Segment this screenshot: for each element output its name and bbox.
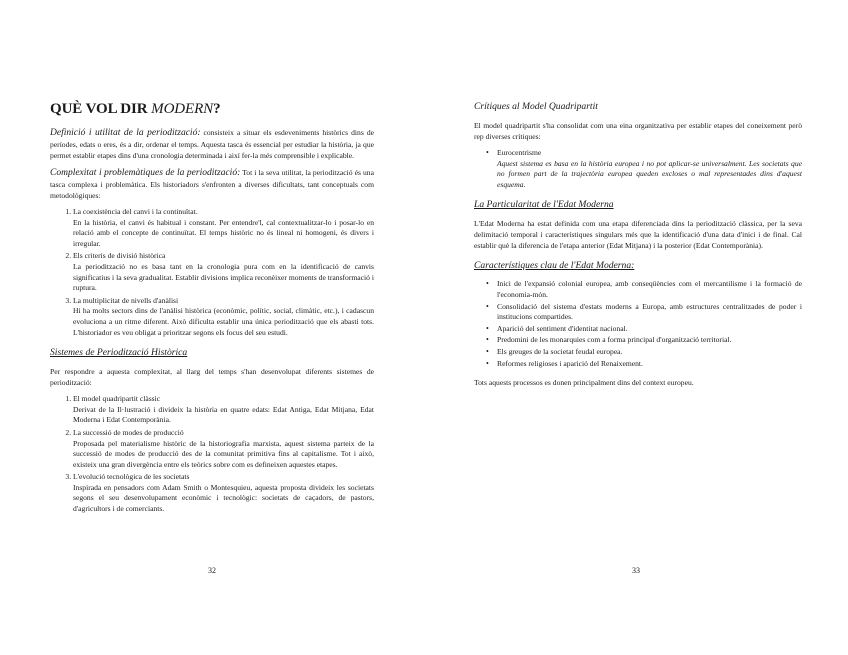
list-item: • Els greuges de la societat feudal europea. bbox=[497, 347, 802, 358]
complexity-paragraph: Complexitat i problemàtiques de la periodització: Tot i la seva utilitat, la periodització és una tasca complexa i problemàtica. Els historiadors s'enfronten a diverses dificultats, tant conceptuals com metodològiques: bbox=[50, 168, 374, 200]
list-item: 2. Els criteris de divisió històrica La periodització no es basa tant en la cronologia pura com en la identificació de canvis significatius i la seva gradualitat. Establir divisions implica reconèixer moments de transformació i ruptura. bbox=[73, 251, 374, 293]
list-item: 1. El model quadripartit clàssic Derivat de la Il·lustració i divideix la història en quatre edats: Edat Antiga, Edat Mitjana, Edat Moderna i Edat Contemporània. bbox=[73, 394, 374, 426]
complexity-heading: Complexitat i problemàtiques de la periodització: bbox=[50, 168, 241, 178]
critiques-list bbox=[474, 148, 802, 190]
page-title: QUÈ VOL DIR MODERN? bbox=[50, 101, 221, 117]
list-item: 3. L'evolució tecnològica de les societats Inspirada en pensadors com Adam Smith o Montesquieu, aquesta proposta divideix les societats segons el seu desenvolupament econòmic i tecnològic: societats de caçadors, de pastors, d'agricultors i de comerciants. bbox=[73, 472, 374, 514]
right-page bbox=[424, 0, 848, 655]
list-item: • Predomini de les monarquies com a forma principal d'organització territorial. bbox=[497, 335, 802, 346]
particularity-heading: La Particularitat de l'Edat Moderna bbox=[474, 199, 614, 211]
list-item: • Eurocentrisme Aquest sistema es basa en la història europea i no pot aplicar-se universalment. Les societats que no formen part de la trajectòria europea queden excloses o mal representades dins d'aquest esquema. bbox=[497, 148, 802, 190]
systems-list bbox=[50, 394, 374, 515]
particularity-paragraph: L'Edat Moderna ha estat definida com una etapa diferenciada dins la periodització clàssica, per la seva delimitació temporal i característiques singulars més que la identificació d'una data d'inici i de final. Cal establir què la diferencia de l'etapa anterior (Edat Mitjana) i la posterior (Edat Contemporània). bbox=[474, 219, 802, 251]
page-number: 33 bbox=[632, 566, 640, 575]
problems-list bbox=[50, 207, 374, 338]
list-item: 1. La coexistència del canvi i la continuïtat. En la història, el canvi és habitual i constant. Per entendre'l, cal contextualitzar-lo i posar-lo en relació amb el concepte de continuïtat. El temps històric no és lineal ni homogeni, és divers i irregular. bbox=[73, 207, 374, 249]
list-item: • Reformes religioses i aparició del Renaixement. bbox=[497, 359, 802, 370]
list-item: 3. La multiplicitat de nivells d'anàlisi Hi ha molts sectors dins de l'anàlisi històrica (econòmic, polític, social, climàtic, etc.), i cadascun evoluciona a un ritme diferent. Això dificulta establir una única periodització que els abasti tots. L'historiador es veu obligat a prioritzar segons els focus del seu estudi. bbox=[73, 296, 374, 338]
critiques-heading: Crítiques al Model Quadripartit bbox=[474, 101, 598, 112]
list-item: • Consolidació del sistema d'estats moderns a Europa, amb estructures centralitzades de poder i institucions compartides. bbox=[497, 302, 802, 323]
definition-paragraph: Definició i utilitat de la periodització: consisteix a situar els esdeveniments històrics dins de períodes, edats o eres, és a dir, ordenar el temps. Aquesta tasca és essencial per estudiar la història, ja que permet establir etapes dins d'una cronologia determinada i així fer-la més comprensible i explicable. bbox=[50, 128, 374, 160]
characteristics-heading: Característiques clau de l'Edat Moderna: bbox=[474, 260, 635, 272]
characteristics-list bbox=[474, 279, 802, 369]
page-number: 32 bbox=[208, 566, 216, 575]
list-item: 2. La successió de modes de producció Proposada pel materialisme històric de la historiografia marxista, aquest sistema parteix de la successió de modes de producció des de la comunitat primitiva fins al capitalisme. Tot i això, existeix una gran divergència entre els teòrics sobre com es defineixen aquestes etapes. bbox=[73, 428, 374, 470]
systems-paragraph: Per respondre a aquesta complexitat, al llarg del temps s'han desenvolupat diferents sistemes de periodització: bbox=[50, 367, 374, 388]
closing-paragraph: Tots aquests processos es donen principalment dins del context europeu. bbox=[474, 378, 694, 388]
definition-heading: Definició i utilitat de la periodització: bbox=[50, 128, 201, 138]
list-item: • Inici de l'expansió colonial europea, amb conseqüències com el mercantilisme i la formació de l'economia-món. bbox=[497, 279, 802, 300]
list-item: • Aparició del sentiment d'identitat nacional. bbox=[497, 324, 802, 335]
critiques-paragraph: El model quadripartit s'ha consolidat com una eina organitzativa per establir etapes del coneixement però rep diverses crítiques: bbox=[474, 121, 802, 141]
systems-heading: Sistemes de Periodització Històrica bbox=[50, 347, 188, 359]
